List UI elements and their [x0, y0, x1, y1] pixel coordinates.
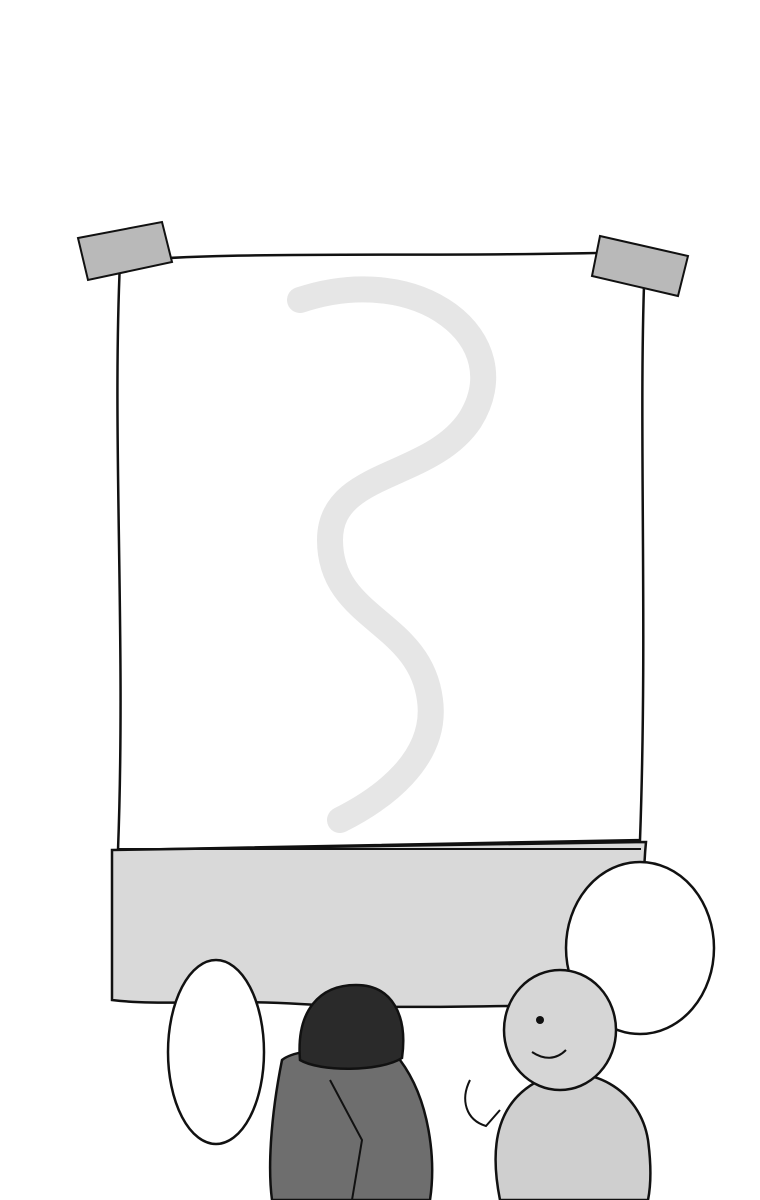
- older-brother-character: [270, 985, 432, 1200]
- left-speech-bubble: [168, 960, 264, 1144]
